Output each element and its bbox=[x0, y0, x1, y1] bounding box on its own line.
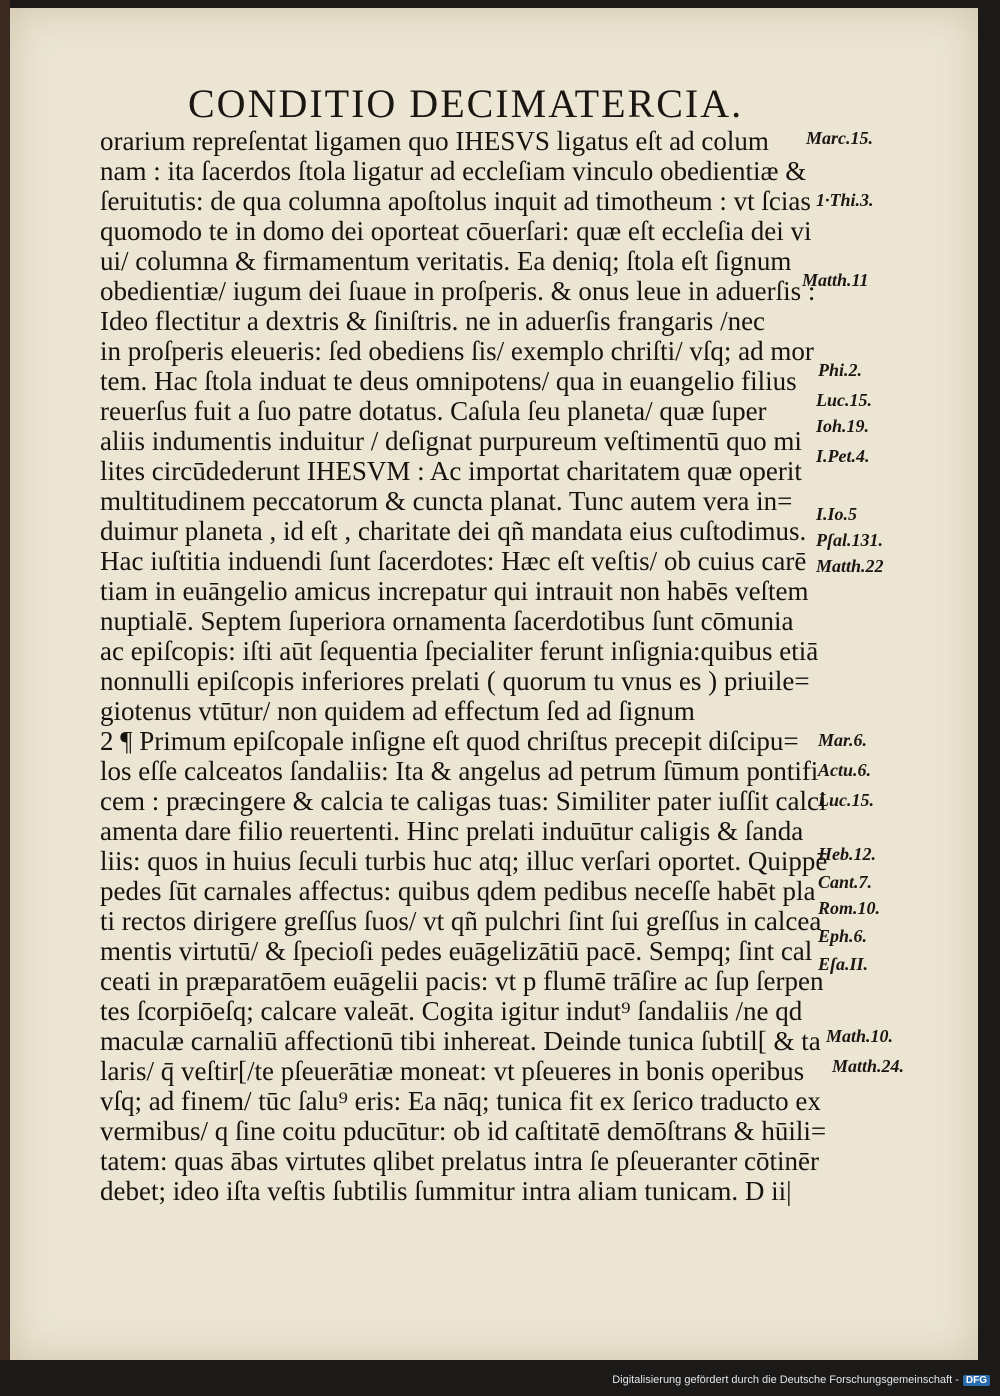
text-line: tiam in euāngelio amicus increpatur qui intrauit non habēs veſtem bbox=[100, 576, 809, 606]
dfg-logo: DFG bbox=[963, 1375, 990, 1386]
text-line: Ideo flectitur a dextris & ſiniſtris. ne in aduerſis frangaris /nec bbox=[100, 306, 766, 336]
text-line: 2 ¶ Primum epiſcopale inſigne eſt quod chriſtus precepit diſcipu= bbox=[100, 726, 799, 756]
margin-note: Matth.22 bbox=[816, 556, 884, 576]
text-line: ac epiſcopis: iſti aūt ſequentia ſpecialiter ferunt inſignia:quibus etiā bbox=[100, 636, 819, 666]
text-line: pedes ſūt carnales affectus: quibus qdem pedibus neceſſe habēt pla bbox=[100, 876, 816, 906]
page bbox=[10, 8, 978, 1360]
margin-note: I.Pet.4. bbox=[816, 446, 870, 466]
page-heading: CONDITIO DECIMATERCIA. bbox=[188, 81, 744, 126]
margin-note: Luc.15. bbox=[818, 790, 874, 810]
margin-note: Cant.7. bbox=[818, 872, 873, 892]
text-line: debet; ideo iſta veſtis ſubtilis ſummitur intra aliam tunicam. D ii| bbox=[100, 1176, 792, 1206]
footer-text: Digitalisierung gefördert durch die Deutsche Forschungsgemeinschaft - bbox=[612, 1374, 959, 1386]
margin-note: Marc.15. bbox=[806, 128, 873, 148]
text-line: giotenus vtūtur/ non quidem ad effectum ſed ad ſignum bbox=[100, 696, 695, 726]
text-line: los eſſe calceatos ſandaliis: Ita & angelus ad petrum ſūmum pontifi bbox=[100, 756, 819, 786]
text-line: aliis indumentis induitur / deſignat purpureum veſtimentū quo mi bbox=[100, 426, 802, 456]
text-line: duimur planeta , id eſt , charitate dei qñ mandata eius cuſtodimus. bbox=[100, 516, 807, 546]
margin-note: Luc.15. bbox=[816, 390, 872, 410]
text-line: orarium repreſentat ligamen quo IHESVS ligatus eſt ad colum bbox=[100, 126, 769, 156]
margin-note: Ioh.19. bbox=[816, 416, 870, 436]
book-edge bbox=[0, 0, 10, 1360]
text-line: mentis virtutū/ & ſpecioſi pedes euāgelizātiū pacē. Sempq; ſint cal bbox=[100, 936, 813, 966]
digitization-footer bbox=[612, 1374, 990, 1386]
text-line: lites circūdederunt IHESVM : Ac importat charitatem quæ operit bbox=[100, 456, 802, 486]
text-line: vſq; ad finem/ tūc ſalu⁹ eris: Ea nāq; tunica fit ex ſerico traducto ex bbox=[100, 1086, 821, 1116]
margin-note: Mar.6. bbox=[818, 730, 868, 750]
margin-note: Actu.6. bbox=[818, 760, 872, 780]
text-line: nuptialē. Septem ſuperiora ornamenta ſacerdotibus ſunt cōmunia bbox=[100, 606, 794, 636]
text-line: reuerſus fuit a ſuo patre dotatus. Caſula ſeu planeta/ quæ ſuper bbox=[100, 396, 767, 426]
text-line: cem : præcingere & calcia te caligas tuas: Similiter pater iuſſit calci bbox=[100, 786, 827, 816]
margin-note: Heb.12. bbox=[818, 844, 876, 864]
text-line: ſeruitutis: de qua columna apoſtolus inquit ad timotheum : vt ſcias bbox=[100, 186, 811, 216]
margin-note: Matth.24. bbox=[832, 1056, 905, 1076]
text-line: ti rectos dirigere greſſus ſuos/ vt qñ pulchri ſint ſui greſſus in calcea bbox=[100, 906, 822, 936]
margin-note: 1·Thi.3. bbox=[816, 190, 874, 210]
text-line: ui/ columna & firmamentum veritatis. Ea deniq; ſtola eſt ſignum bbox=[100, 246, 792, 276]
margin-note: Pſal.131. bbox=[816, 530, 883, 550]
margin-note: Rom.10. bbox=[818, 898, 881, 918]
text-line: obedientiæ/ iugum dei ſuaue in proſperis. & onus leue in aduerſis : bbox=[100, 276, 816, 306]
text-line: liis: quos in huius ſeculi turbis huc atq; illuc verſari oportet. Quippē bbox=[100, 846, 828, 876]
text-line: vermibus/ q ſine coitu pducūtur: ob id caſtitatē demōſtrans & hūili= bbox=[100, 1116, 827, 1146]
margin-note: Eſa.II. bbox=[818, 954, 869, 974]
margin-note: I.Io.5 bbox=[816, 504, 858, 524]
text-line: Hac iuſtitia induendi ſunt ſacerdotes: Hæc eſt veſtis/ ob cuius carē bbox=[100, 546, 807, 576]
text-line: in proſperis eleueris: ſed obediens ſis/ exemplo chriſti/ vſq; ad mor bbox=[100, 336, 814, 366]
margin-note: Math.10. bbox=[826, 1026, 894, 1046]
text-line: multitudinem peccatorum & cuncta planat. Tunc autem vera in= bbox=[100, 486, 793, 516]
text-line: amenta dare filio reuertenti. Hinc prelati induūtur caligis & ſanda bbox=[100, 816, 804, 846]
text-line: laris/ q̄ veſtir[/te pſeuerātiæ moneat: vt pſeueres in bonis operibus bbox=[100, 1056, 805, 1086]
text-line: quomodo te in domo dei oporteat cōuerſari: quæ eſt eccleſia dei vi bbox=[100, 216, 812, 246]
text-line: nonnulli epiſcopis inferiores prelati ( quorum tu vnus es ) priuile= bbox=[100, 666, 810, 696]
text-line: tes ſcorpiōeſq; calcare valeāt. Cogita igitur indut⁹ ſandaliis /ne qd bbox=[100, 996, 803, 1026]
margin-note: Eph.6. bbox=[818, 926, 868, 946]
text-line: tem. Hac ſtola induat te deus omnipotens/ qua in euangelio filius bbox=[100, 366, 797, 396]
margin-note: Phi.2. bbox=[818, 360, 863, 380]
text-line: maculæ carnaliū affectionū tibi inhereat. Deinde tunica ſubtil[ & ta bbox=[100, 1026, 821, 1056]
text-line: tatem: quas ābas virtutes qlibet prelatus intra ſe pſeueranter cōtinēr bbox=[100, 1146, 819, 1176]
text-line: nam : ita ſacerdos ſtola ligatur ad eccleſiam vinculo obedientiæ & bbox=[100, 156, 807, 186]
margin-note: Matth.11 bbox=[802, 270, 869, 290]
text-line: ceati in præparatōem euāgelii pacis: vt p flumē trāſire ac ſup ſerpen bbox=[100, 966, 824, 996]
